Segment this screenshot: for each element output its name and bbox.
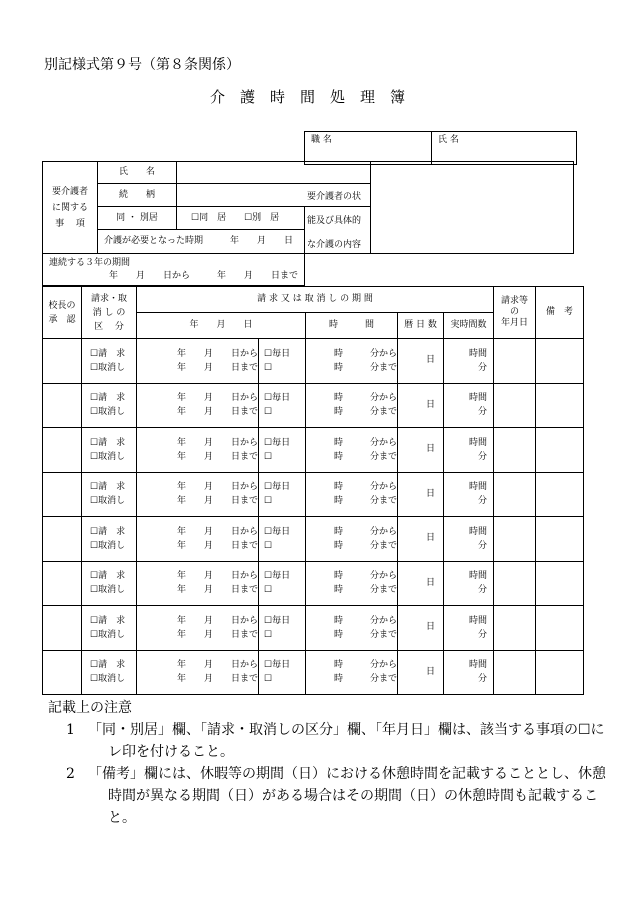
date-to: 年 月 日まで [177, 540, 259, 551]
remarks-cell[interactable] [536, 428, 584, 473]
recipient-section-label: 要介護者 に関する 事 項 [43, 162, 98, 254]
col-calendar-days: 暦 日 数 [398, 313, 444, 339]
actual-hours-cell[interactable] [444, 383, 494, 428]
cohabit-label: 同 ・ 別居 [98, 207, 177, 230]
time-from: 時 分から [334, 437, 398, 448]
relation-label: 続 柄 [98, 184, 177, 207]
col-date: 年 月 日 [137, 313, 306, 339]
request-checkbox[interactable]: ☐請 求 [90, 526, 126, 537]
day-unit: 日 [426, 622, 436, 633]
calendar-days-cell[interactable] [398, 339, 444, 384]
time-cell[interactable] [306, 650, 398, 695]
cohabit-separate-checkbox[interactable]: ☐別 居 [244, 212, 280, 223]
daily-checkbox[interactable]: ☐毎日 [264, 660, 291, 671]
time-to: 時 分まで [334, 451, 398, 462]
table-row [43, 606, 584, 651]
col-request-category: 請求・取 消 し の 区 分 [82, 287, 137, 339]
cancel-checkbox[interactable]: ☐取消し [90, 451, 126, 462]
daily-cell[interactable] [259, 517, 306, 562]
time-to: 時 分まで [334, 496, 398, 507]
actual-hours-cell[interactable] [444, 472, 494, 517]
col-period: 請 求 又 は 取 消 し の 期 間 [137, 287, 494, 313]
recipient-name-label: 氏 名 [98, 162, 177, 184]
hour-unit: 時間 [469, 571, 488, 582]
approval-cell[interactable] [43, 428, 82, 473]
hour-unit: 時間 [469, 482, 488, 493]
time-to: 時 分まで [334, 540, 398, 551]
other-checkbox[interactable]: ☐ [264, 496, 273, 507]
actual-hours-cell[interactable] [444, 650, 494, 695]
request-date-cell[interactable] [494, 561, 536, 606]
leave-record-table [42, 286, 584, 695]
recipient-name-field[interactable] [177, 162, 371, 184]
care-need-period[interactable]: 介護が必要となった時期 年 月 日 [98, 230, 305, 254]
request-checkbox[interactable]: ☐請 求 [90, 615, 126, 626]
date-cell[interactable] [137, 650, 259, 695]
hour-unit: 時間 [469, 393, 488, 404]
daily-checkbox[interactable]: ☐毎日 [264, 393, 291, 404]
date-from: 年 月 日から [177, 437, 259, 448]
cancel-checkbox[interactable]: ☐取消し [90, 540, 126, 551]
col-remarks: 備 考 [536, 287, 584, 339]
hour-unit: 時間 [469, 615, 488, 626]
date-to: 年 月 日まで [177, 674, 259, 685]
cancel-checkbox[interactable]: ☐取消し [90, 674, 126, 685]
col-principal-approval: 校長の 承 認 [43, 287, 82, 339]
actual-hours-cell[interactable] [444, 561, 494, 606]
date-from: 年 月 日から [177, 482, 259, 493]
request-checkbox[interactable]: ☐請 求 [90, 393, 126, 404]
notes-heading: 記載上の注意 [48, 700, 132, 716]
time-cell[interactable] [306, 561, 398, 606]
actual-hours-cell[interactable] [444, 606, 494, 651]
time-to: 時 分まで [334, 362, 398, 373]
request-checkbox[interactable]: ☐請 求 [90, 571, 126, 582]
minute-unit: 分 [478, 674, 488, 685]
hour-unit: 時間 [469, 437, 488, 448]
cancel-checkbox[interactable]: ☐取消し [90, 496, 126, 507]
daily-cell[interactable] [259, 606, 306, 651]
daily-checkbox[interactable]: ☐毎日 [264, 615, 291, 626]
time-cell[interactable] [306, 606, 398, 651]
remarks-cell[interactable] [536, 517, 584, 562]
other-checkbox[interactable]: ☐ [264, 629, 273, 640]
daily-checkbox[interactable]: ☐毎日 [264, 571, 291, 582]
date-from: 年 月 日から [177, 660, 259, 671]
approval-cell[interactable] [43, 517, 82, 562]
category-cell[interactable] [82, 472, 137, 517]
date-to: 年 月 日まで [177, 407, 259, 418]
date-to: 年 月 日まで [177, 362, 259, 373]
calendar-days-cell[interactable] [398, 472, 444, 517]
daily-checkbox[interactable]: ☐毎日 [264, 482, 291, 493]
other-checkbox[interactable]: ☐ [264, 540, 273, 551]
remarks-cell[interactable] [536, 561, 584, 606]
consecutive-period-value: 年 月 日から 年 月 日まで [109, 270, 299, 281]
time-cell[interactable] [306, 428, 398, 473]
note-text: 「備考」欄には、休暇等の期間（日）における休憩時間を記載することとし、休憩時間が異なる期間（日）がある場合はその期間（日）の休憩時間も記載すること。 [88, 766, 606, 826]
calendar-days-cell[interactable] [398, 650, 444, 695]
day-unit: 日 [426, 666, 436, 677]
request-date-cell[interactable] [494, 339, 536, 384]
table-row [43, 517, 584, 562]
day-unit: 日 [426, 399, 436, 410]
table-row [43, 383, 584, 428]
cancel-checkbox[interactable]: ☐取消し [90, 407, 126, 418]
category-cell[interactable] [82, 517, 137, 562]
time-to: 時 分まで [334, 585, 398, 596]
col-time: 時 間 [306, 313, 398, 339]
time-to: 時 分まで [334, 407, 398, 418]
approval-cell[interactable] [43, 561, 82, 606]
request-checkbox[interactable]: ☐請 求 [90, 348, 126, 359]
other-checkbox[interactable]: ☐ [264, 362, 273, 373]
remarks-cell[interactable] [536, 472, 584, 517]
col-request-date: 請求等 の 年月日 [494, 287, 536, 339]
daily-cell[interactable] [259, 428, 306, 473]
day-unit: 日 [426, 577, 436, 588]
other-checkbox[interactable]: ☐ [264, 407, 273, 418]
time-cell[interactable] [306, 339, 398, 384]
date-from: 年 月 日から [177, 571, 259, 582]
date-cell[interactable] [137, 561, 259, 606]
table-row [43, 650, 584, 695]
category-cell[interactable] [82, 606, 137, 651]
date-to: 年 月 日まで [177, 629, 259, 640]
time-cell[interactable] [306, 383, 398, 428]
date-from: 年 月 日から [177, 615, 259, 626]
category-cell[interactable] [82, 650, 137, 695]
request-date-cell[interactable] [494, 517, 536, 562]
remarks-cell[interactable] [536, 383, 584, 428]
cohabit-options[interactable] [177, 207, 305, 230]
actual-hours-cell[interactable] [444, 428, 494, 473]
date-cell[interactable] [137, 472, 259, 517]
date-cell[interactable] [137, 383, 259, 428]
request-date-cell[interactable] [494, 472, 536, 517]
daily-cell[interactable] [259, 561, 306, 606]
approval-cell[interactable] [43, 339, 82, 384]
daily-checkbox[interactable]: ☐毎日 [264, 526, 291, 537]
request-date-cell[interactable] [494, 428, 536, 473]
date-cell[interactable] [137, 606, 259, 651]
minute-unit: 分 [478, 629, 488, 640]
day-unit: 日 [426, 488, 436, 499]
time-cell[interactable] [306, 472, 398, 517]
consecutive-period-label: 連続する３年の期間 [49, 257, 131, 268]
name-cell[interactable] [432, 132, 577, 165]
minute-unit: 分 [478, 362, 488, 373]
request-date-cell[interactable] [494, 650, 536, 695]
calendar-days-cell[interactable] [398, 517, 444, 562]
day-unit: 日 [426, 355, 436, 366]
calendar-days-cell[interactable] [398, 383, 444, 428]
request-checkbox[interactable]: ☐請 求 [90, 482, 126, 493]
date-from: 年 月 日から [177, 348, 259, 359]
other-checkbox[interactable]: ☐ [264, 674, 273, 685]
daily-cell[interactable] [259, 383, 306, 428]
employee-table [304, 131, 577, 165]
remarks-cell[interactable] [536, 650, 584, 695]
minute-unit: 分 [478, 407, 488, 418]
date-cell[interactable] [137, 428, 259, 473]
calendar-days-cell[interactable] [398, 606, 444, 651]
request-date-cell[interactable] [494, 606, 536, 651]
time-from: 時 分から [334, 571, 398, 582]
date-cell[interactable] [137, 339, 259, 384]
form-title: 介護時間処理簿 [209, 88, 420, 106]
approval-cell[interactable] [43, 650, 82, 695]
day-unit: 日 [426, 444, 436, 455]
time-from: 時 分から [334, 348, 398, 359]
other-checkbox[interactable]: ☐ [264, 451, 273, 462]
daily-cell[interactable] [259, 650, 306, 695]
time-from: 時 分から [334, 482, 398, 493]
date-from: 年 月 日から [177, 526, 259, 537]
category-cell[interactable] [82, 428, 137, 473]
name-label: 氏 名 [438, 135, 459, 145]
category-cell[interactable] [82, 383, 137, 428]
category-cell[interactable] [82, 561, 137, 606]
time-from: 時 分から [334, 526, 398, 537]
col-actual-hours: 実時間数 [444, 313, 494, 339]
consecutive-period-cell[interactable] [43, 254, 305, 286]
hour-unit: 時間 [469, 660, 488, 671]
request-checkbox[interactable]: ☐請 求 [90, 660, 126, 671]
time-from: 時 分から [334, 393, 398, 404]
calendar-days-cell[interactable] [398, 428, 444, 473]
time-cell[interactable] [306, 517, 398, 562]
approval-cell[interactable] [43, 383, 82, 428]
table-row [43, 472, 584, 517]
request-checkbox[interactable]: ☐請 求 [90, 437, 126, 448]
actual-hours-cell[interactable] [444, 339, 494, 384]
remarks-cell[interactable] [536, 606, 584, 651]
minute-unit: 分 [478, 496, 488, 507]
notes-section [48, 697, 608, 829]
category-cell[interactable] [82, 339, 137, 384]
day-unit: 日 [426, 533, 436, 544]
calendar-days-cell[interactable] [398, 561, 444, 606]
approval-cell[interactable] [43, 606, 82, 651]
date-to: 年 月 日まで [177, 585, 259, 596]
table-row [43, 561, 584, 606]
minute-unit: 分 [478, 585, 488, 596]
job-title-cell[interactable] [305, 132, 432, 165]
hour-unit: 時間 [469, 526, 488, 537]
actual-hours-cell[interactable] [444, 517, 494, 562]
other-checkbox[interactable]: ☐ [264, 585, 273, 596]
cohabit-same-checkbox[interactable]: ☐同 居 [191, 212, 227, 223]
note-number: 2 [66, 766, 75, 782]
daily-cell[interactable] [259, 339, 306, 384]
form-reference: 別記様式第９号（第８条関係） [44, 57, 240, 73]
table-row [43, 428, 584, 473]
time-from: 時 分から [334, 615, 398, 626]
date-cell[interactable] [137, 517, 259, 562]
minute-unit: 分 [478, 451, 488, 462]
note-number: 1 [66, 722, 75, 738]
cancel-checkbox[interactable]: ☐取消し [90, 629, 126, 640]
date-from: 年 月 日から [177, 393, 259, 404]
time-to: 時 分まで [334, 674, 398, 685]
cancel-checkbox[interactable]: ☐取消し [90, 585, 126, 596]
note-item [48, 719, 608, 763]
hour-unit: 時間 [469, 348, 488, 359]
request-date-cell[interactable] [494, 383, 536, 428]
note-item [48, 763, 608, 829]
condition-label: 要介護者の状 能及び具体的 な介護の内容 [307, 192, 362, 250]
time-to: 時 分まで [334, 629, 398, 640]
time-from: 時 分から [334, 660, 398, 671]
date-to: 年 月 日まで [177, 496, 259, 507]
date-to: 年 月 日まで [177, 451, 259, 462]
approval-cell[interactable] [43, 472, 82, 517]
job-title-label: 職 名 [311, 135, 332, 145]
condition-field[interactable] [371, 162, 574, 254]
daily-checkbox[interactable]: ☐毎日 [264, 437, 291, 448]
daily-checkbox[interactable]: ☐毎日 [264, 348, 291, 359]
cancel-checkbox[interactable]: ☐取消し [90, 362, 126, 373]
minute-unit: 分 [478, 540, 488, 551]
note-text: 「同・別居」欄、「請求・取消しの区分」欄、「年月日」欄は、該当する事項の☐にレ印を付けること。 [88, 722, 605, 760]
daily-cell[interactable] [259, 472, 306, 517]
remarks-cell[interactable] [536, 339, 584, 384]
table-row [43, 339, 584, 384]
